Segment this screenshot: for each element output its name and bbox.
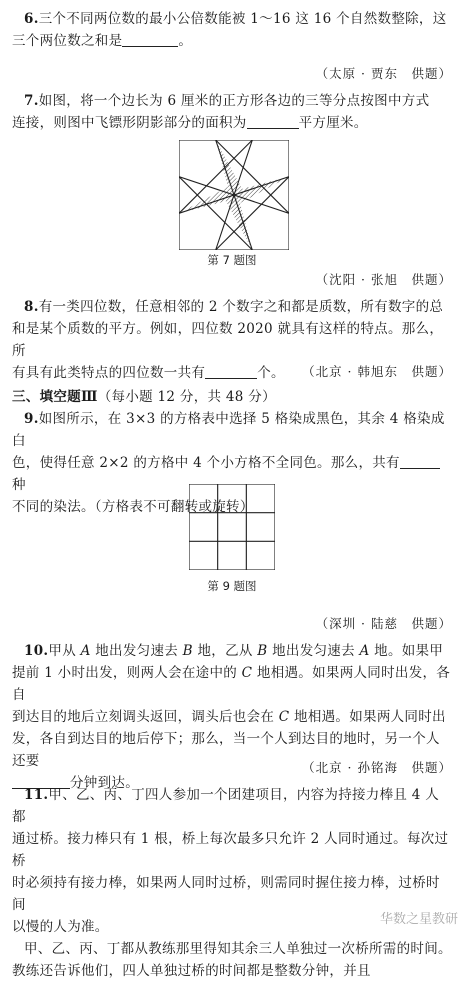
text: 有一类四位数，任意相邻的 2 个数字之和都是质数，所有数字的总 — [38, 299, 444, 315]
text: 以慢的人为准。 — [12, 919, 109, 935]
text: 通过桥。接力棒只有 1 根，桥上每次最多只允许 2 人同时通过。每次过桥 — [12, 831, 449, 869]
text: 个。 — [257, 365, 285, 381]
section-note: （每小题 12 分，共 48 分） — [97, 389, 276, 405]
source-credit: （深圳 · 陆慈 供题） — [315, 616, 452, 631]
text: 地相遇。如果两人同时出 — [289, 709, 446, 725]
watermark: 华数之星教研 — [379, 912, 458, 927]
text: 三个不同两位数的最小公倍数能被 1～16 这 16 个自然数整除，这 — [38, 11, 447, 27]
text: 地。如果甲 — [369, 643, 444, 659]
figure-7-caption: 第 7 题图 — [207, 253, 257, 267]
source-credit: （北京 · 孙铭海 供题） — [302, 760, 452, 775]
text: 三个两位数之和是 — [12, 33, 123, 49]
answer-blank — [400, 454, 440, 469]
text: 地出发匀速去 — [267, 643, 360, 659]
var-c: C — [278, 709, 290, 725]
text: 分钟到达。 — [70, 775, 139, 791]
question-number: 11. — [24, 787, 49, 803]
text: 如图，将一个边长为 6 厘米的正方形各边的三等分点按图中方式 — [38, 93, 430, 109]
question-number: 8. — [24, 299, 39, 315]
var-b: B — [257, 643, 268, 659]
var-c: C — [241, 665, 253, 681]
text: 有具有此类特点的四位数一共有 — [12, 365, 206, 381]
text: 。 — [178, 33, 193, 49]
text: 地，乙从 — [192, 643, 258, 659]
question-number: 10. — [24, 643, 49, 659]
text: 不同的染法。（方格表不可翻转或旋转） — [12, 499, 254, 515]
text: 和是某个质数的平方。例如，四位数 2020 就具有这样的特点。那么，所 — [12, 321, 444, 359]
var-a: A — [359, 643, 370, 659]
source-credit: （太原 · 贾东 供题） — [315, 66, 452, 81]
figure-9-grid — [189, 484, 275, 570]
section-title: 三、填空题Ⅲ — [12, 389, 98, 405]
section-3-heading — [12, 386, 452, 408]
question-number: 7. — [24, 93, 39, 109]
question-number: 9. — [24, 411, 39, 427]
text: 甲从 — [48, 643, 81, 659]
var-a: A — [80, 643, 91, 659]
source-credit: （沈阳 · 张旭 供题） — [315, 272, 452, 287]
text: 提前 1 小时出发，则两人会在途中的 — [12, 665, 242, 681]
question-11 — [12, 784, 452, 982]
text: 时必须持有接力棒，如果两人同时过桥，则需同时握住接力棒，过桥时间 — [12, 875, 440, 913]
answer-blank — [205, 364, 257, 379]
question-number: 6. — [24, 11, 39, 27]
text: 种 — [12, 477, 26, 493]
text: 色，使得任意 2×2 的方格中 4 个小方格不全同色。那么，共有 — [12, 455, 400, 471]
answer-blank — [122, 32, 178, 47]
answer-blank — [247, 114, 299, 129]
source-credit: （北京 · 韩旭东 供题） — [302, 364, 452, 379]
var-b: B — [182, 643, 193, 659]
text: 甲、乙、丙、丁四人参加一个团建项目，内容为持接力棒且 4 人都 — [12, 787, 440, 825]
text: 到达目的地后立刻调头返回，调头后也会在 — [12, 709, 279, 725]
text: 甲、乙、丙、丁都从教练那里得知其余三人单独过一次桥所需的时间。 — [24, 941, 452, 957]
question-7 — [12, 90, 452, 134]
text: 发，各自到达目的地后停下；那么，当一个人到达目的地时，另一个人还要 — [12, 731, 440, 769]
text: 地出发匀速去 — [90, 643, 183, 659]
text: 连接，则图中飞镖形阴影部分的面积为 — [12, 115, 247, 131]
text: 平方厘米。 — [298, 115, 368, 131]
figure-7-square-dart — [179, 140, 289, 250]
text: 教练还告诉他们，四人单独过桥的时间都是整数分钟，并且 — [12, 963, 371, 979]
text: 如图所示，在 3×3 的方格表中选择 5 格染成黑色，其余 4 格染成白 — [12, 411, 445, 449]
text: 地相遇。如果两人同时出发，各自 — [12, 665, 451, 703]
figure-9-caption: 第 9 题图 — [207, 579, 257, 593]
question-6 — [12, 8, 452, 52]
